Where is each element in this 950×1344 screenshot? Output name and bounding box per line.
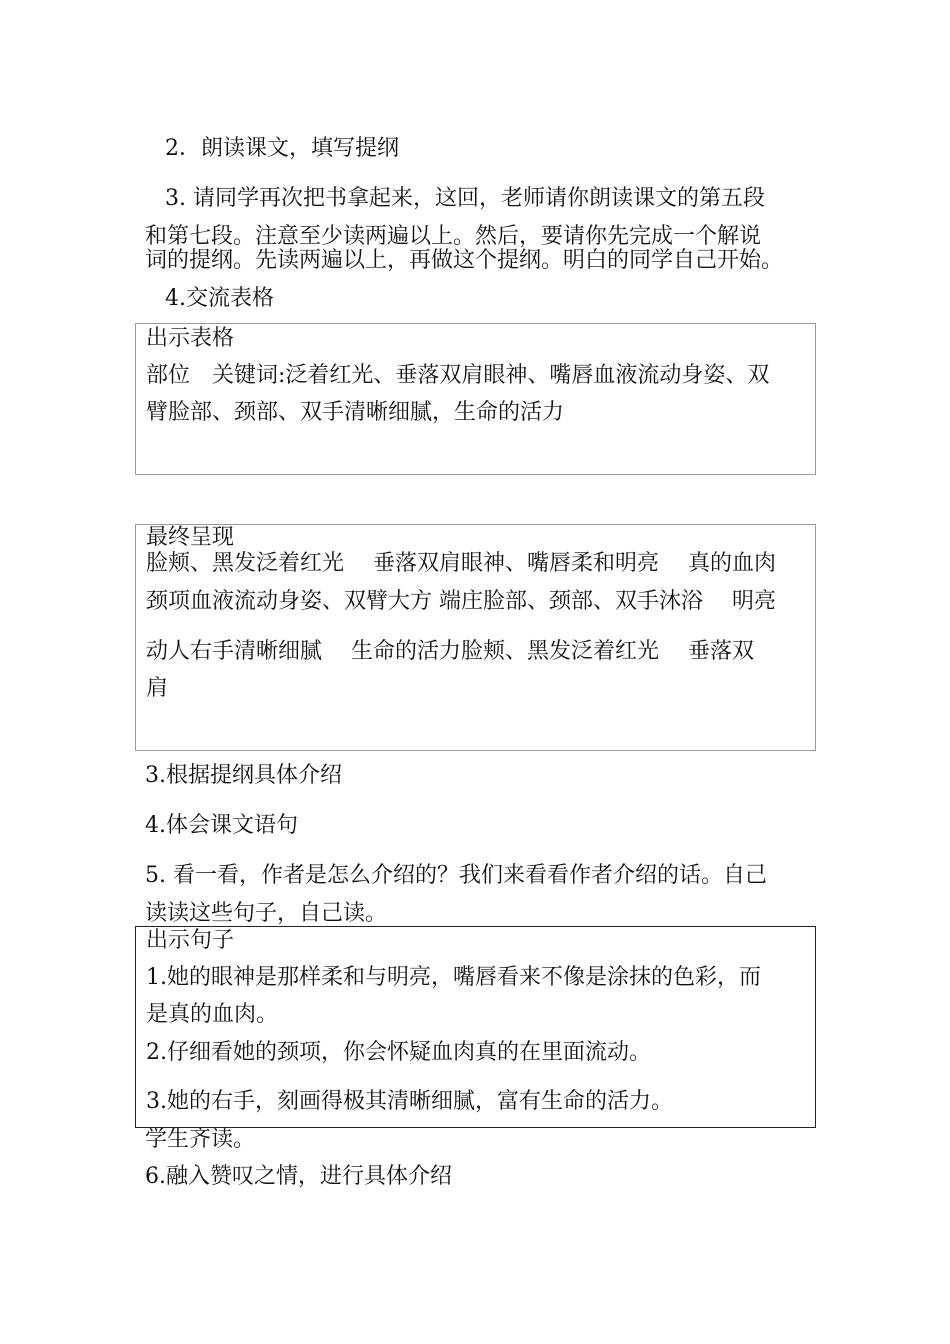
box-line: 脸颊、黑发泛着红光 垂落双肩眼神、嘴唇柔和明亮 真的血肉	[146, 551, 776, 576]
box-line: 3.她的右手，刻画得极其清晰细腻，富有生命的活力。	[146, 1089, 673, 1114]
step-3-paragraph-line-3: 词的提纲。先读两遍以上，再做这个提纲。明白的同学自己开始。	[145, 248, 784, 273]
step-5-paragraph-line-1: 5. 看一看，作者是怎么介绍的？我们来看看作者介绍的话。自己	[145, 863, 767, 888]
step-3-intro: 3.根据提纲具体介绍	[145, 763, 342, 788]
box-line: 肩	[146, 676, 169, 701]
final-presentation-box	[135, 524, 816, 751]
box-line: 动人右手清晰细腻 生命的活力脸颊、黑发泛着红光 垂落双	[146, 639, 754, 664]
step-6-heading: 6.融入赞叹之情，进行具体介绍	[145, 1164, 452, 1189]
outline-table-box	[135, 323, 816, 475]
box-title: 最终呈现	[146, 525, 235, 550]
box-title: 出示表格	[146, 326, 235, 351]
box-line: 颈项血液流动身姿、双臂大方 端庄脸部、颈部、双手沐浴 明亮	[146, 589, 776, 614]
box-title: 出示句子	[146, 928, 235, 953]
step-4-heading: 4.交流表格	[165, 286, 274, 311]
students-read: 学生齐读。	[145, 1127, 256, 1152]
sentence-box	[135, 926, 816, 1128]
box-line: 臂脸部、颈部、双手清晰细腻，生命的活力	[146, 400, 565, 425]
step-3-paragraph-line-2: 和第七段。注意至少读两遍以上。然后，要请你先完成一个解说	[145, 224, 762, 249]
step-5-paragraph-line-2: 读读这些句子，自己读。	[145, 901, 388, 926]
box-line: 部位 关键词:泛着红光、垂落双肩眼神、嘴唇血液流动身姿、双	[146, 363, 770, 388]
box-line: 是真的血肉。	[146, 1002, 279, 1027]
step-2-heading: 2．朗读课文，填写提纲	[165, 136, 399, 161]
box-line: 1.她的眼神是那样柔和与明亮，嘴唇看来不像是涂抹的色彩，而	[146, 965, 761, 990]
step-4-sentences: 4.体会课文语句	[145, 813, 298, 838]
box-line: 2.仔细看她的颈项，你会怀疑血肉真的在里面流动。	[146, 1040, 651, 1065]
step-3-paragraph-line-1: 3. 请同学再次把书拿起来，这回，老师请你朗读课文的第五段	[165, 186, 765, 211]
